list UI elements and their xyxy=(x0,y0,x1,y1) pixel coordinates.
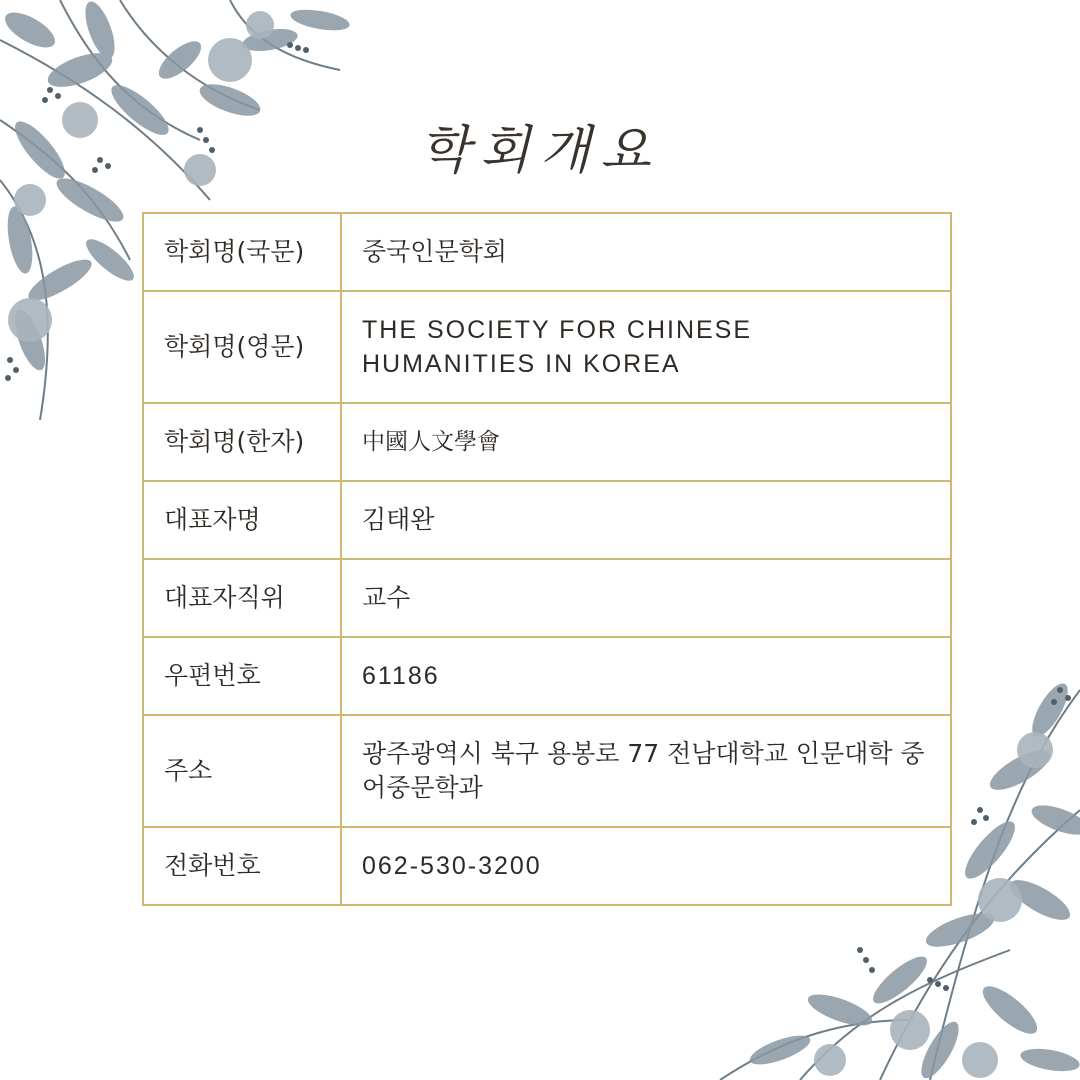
row-value: 61186 xyxy=(341,637,951,715)
row-value: 김태완 xyxy=(341,481,951,559)
society-info-table xyxy=(142,212,952,906)
table-row-address xyxy=(143,715,951,827)
page-title: 학회개요 xyxy=(419,121,661,181)
row-value: 광주광역시 북구 용봉로 77 전남대학교 인문대학 중어중문학과 xyxy=(341,715,951,827)
row-value: 中國人文學會 xyxy=(341,403,951,481)
table-row-korean-name xyxy=(143,213,951,291)
table-row-phone xyxy=(143,827,951,905)
row-value: 중국인문학회 xyxy=(341,213,951,291)
table-row-postal-code xyxy=(143,637,951,715)
row-label: 대표자직위 xyxy=(143,559,341,637)
row-value: THE SOCIETY FOR CHINESE HUMANITIES IN KOREA xyxy=(341,291,951,403)
table-row-position xyxy=(143,559,951,637)
row-label: 학회명(국문) xyxy=(143,213,341,291)
row-value: 062-530-3200 xyxy=(341,827,951,905)
row-value: 교수 xyxy=(341,559,951,637)
row-label: 학회명(영문) xyxy=(143,291,341,403)
table-row-english-name xyxy=(143,291,951,403)
row-label: 전화번호 xyxy=(143,827,341,905)
row-label: 주소 xyxy=(143,715,341,827)
table-row-hanja-name xyxy=(143,403,951,481)
row-label: 대표자명 xyxy=(143,481,341,559)
row-label: 우편번호 xyxy=(143,637,341,715)
row-label: 학회명(한자) xyxy=(143,403,341,481)
table-row-representative xyxy=(143,481,951,559)
